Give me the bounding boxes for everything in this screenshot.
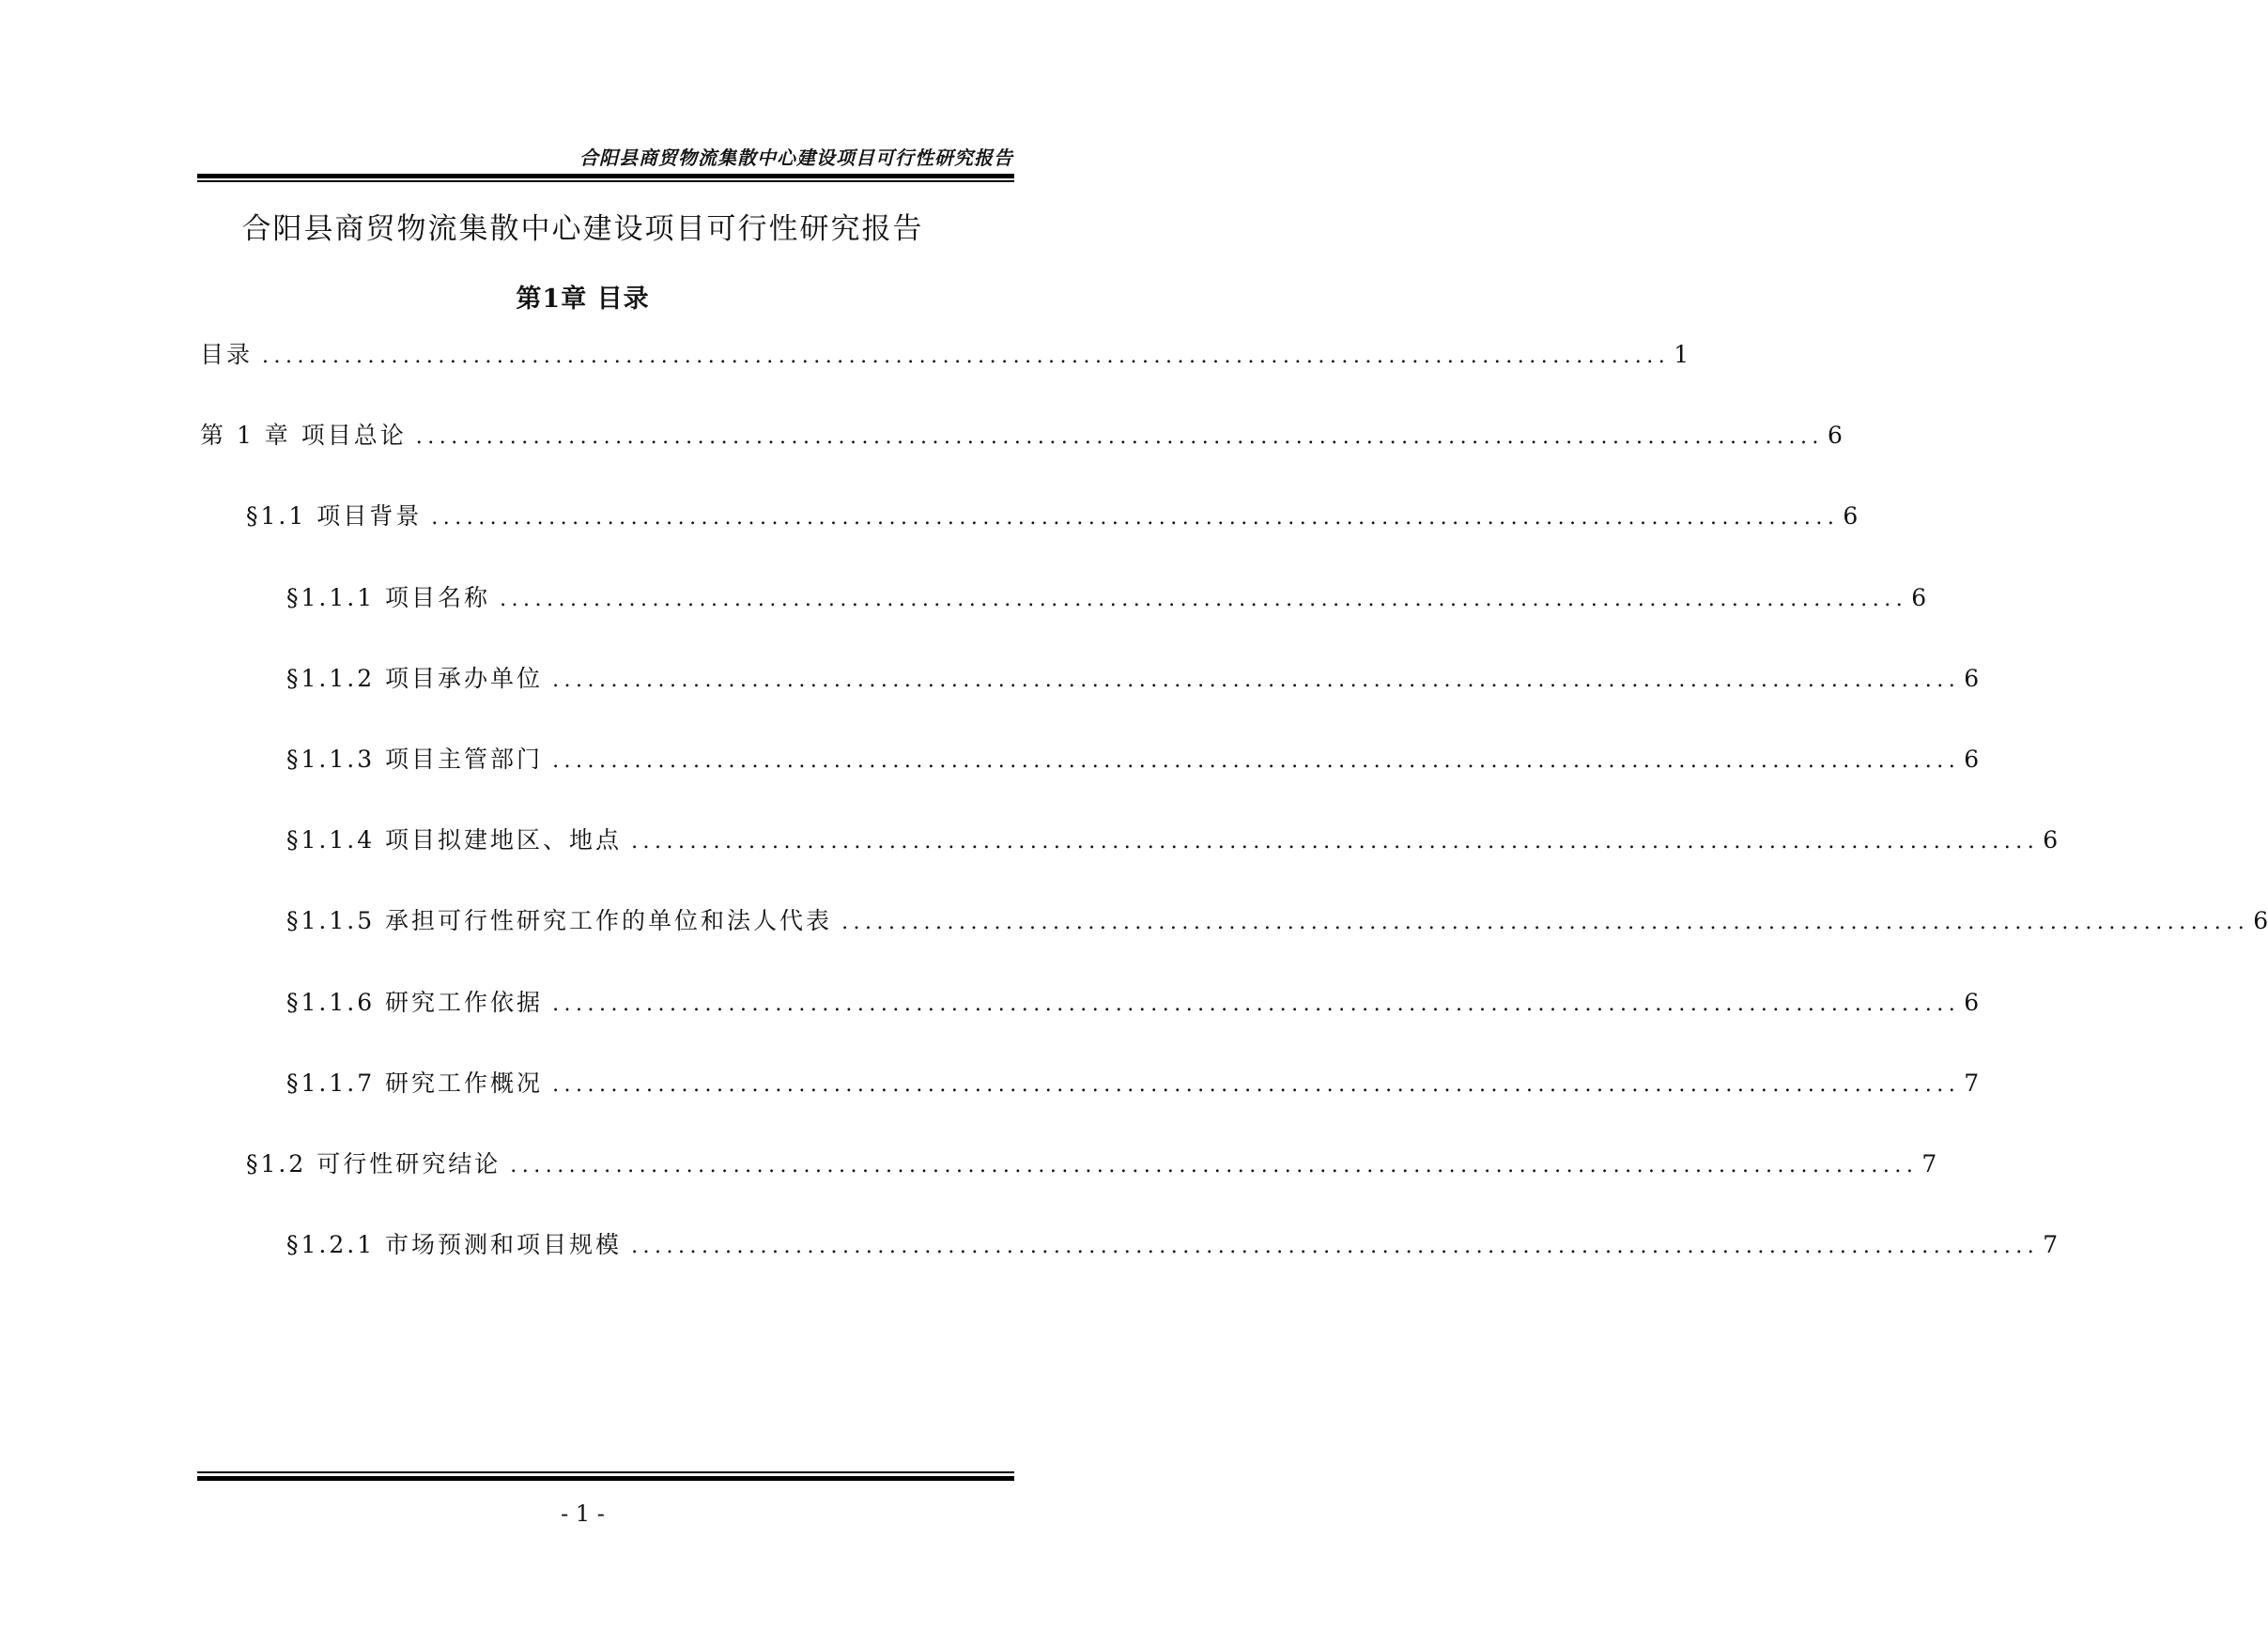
toc-dot-leader: ........................................................................................................................ <box>431 506 1840 530</box>
toc-entry-page: 6 <box>2043 826 2059 854</box>
footer-rule-thin <box>197 1471 1014 1473</box>
toc-entry-label: §1.1.4 项目拟建地区、地点 <box>286 826 623 854</box>
toc-entry-page: 6 <box>1911 584 1927 611</box>
toc-entry-label: §1.1.5 承担可行性研究工作的单位和法人代表 <box>286 907 833 934</box>
toc-entry-page: 6 <box>1964 989 1980 1016</box>
toc-dot-leader: ........................................................................................................................ <box>631 830 2040 854</box>
toc-entry-label: §1.1.7 研究工作概况 <box>286 1070 544 1097</box>
toc-dot-leader: ........................................................................................................................ <box>262 345 1671 368</box>
toc-dot-leader: ........................................................................................................................ <box>841 911 2250 934</box>
toc-entry[interactable] <box>286 1065 1980 1097</box>
toc-entry-label: §1.1.3 项目主管部门 <box>286 746 544 773</box>
toc-dot-leader: ........................................................................................................................ <box>510 1154 1919 1178</box>
toc-entry[interactable] <box>286 902 2268 934</box>
toc-entry-label: 目录 <box>200 341 254 368</box>
header-rule-thin <box>197 180 1014 182</box>
header-rule-thick <box>197 174 1014 178</box>
running-header-title: 合阳县商贸物流集散中心建设项目可行性研究报告 <box>579 146 1013 169</box>
toc-entry[interactable] <box>246 1146 1937 1178</box>
toc-entry-page: 6 <box>1964 746 1980 773</box>
toc-entry[interactable] <box>246 498 1859 530</box>
toc-entry-page: 1 <box>1674 341 1689 368</box>
toc-dot-leader: ........................................................................................................................ <box>631 1235 2040 1258</box>
toc-entry-page: 6 <box>1843 502 1859 530</box>
toc-entry-page: 6 <box>1827 422 1843 449</box>
toc-dot-leader: ........................................................................................................................ <box>552 1073 1961 1097</box>
toc-entry[interactable] <box>286 984 1980 1016</box>
footer-rule-thick <box>197 1476 1014 1481</box>
toc-dot-leader: ........................................................................................................................ <box>552 993 1961 1016</box>
toc-entry[interactable] <box>286 579 1927 611</box>
toc-entry-label: §1.1 项目背景 <box>246 502 423 530</box>
page-number: - 1 - <box>561 1501 605 1527</box>
toc-entry[interactable] <box>286 1226 2059 1258</box>
toc-entry-label: §1.2 可行性研究结论 <box>246 1150 501 1178</box>
toc-entry[interactable] <box>200 336 1689 368</box>
toc-dot-leader: ........................................................................................................................ <box>552 669 1961 692</box>
toc-entry[interactable] <box>200 417 1843 449</box>
toc-dot-leader: ........................................................................................................................ <box>415 425 1824 449</box>
toc-entry-label: §1.1.1 项目名称 <box>286 584 491 611</box>
chapter-heading: 第1章 目录 <box>516 285 650 314</box>
toc-entry-page: 7 <box>1921 1150 1937 1178</box>
toc-entry[interactable] <box>286 660 1980 692</box>
toc-entry[interactable] <box>286 822 2059 854</box>
toc-entry-label: 第 1 章 项目总论 <box>200 422 407 449</box>
toc-entry-page: 7 <box>1964 1070 1980 1097</box>
toc-entry-page: 6 <box>2253 907 2268 934</box>
toc-entry[interactable] <box>286 741 1980 773</box>
toc-dot-leader: ........................................................................................................................ <box>552 749 1961 773</box>
toc-entry-label: §1.1.6 研究工作依据 <box>286 989 544 1016</box>
toc-dot-leader: ........................................................................................................................ <box>500 588 1908 611</box>
toc-entry-label: §1.2.1 市场预测和项目规模 <box>286 1231 623 1258</box>
toc-entry-page: 7 <box>2043 1231 2059 1258</box>
toc-entry-label: §1.1.2 项目承办单位 <box>286 665 544 692</box>
toc-entry-page: 6 <box>1964 665 1980 692</box>
document-title: 合阳县商贸物流集散中心建设项目可行性研究报告 <box>241 212 924 246</box>
